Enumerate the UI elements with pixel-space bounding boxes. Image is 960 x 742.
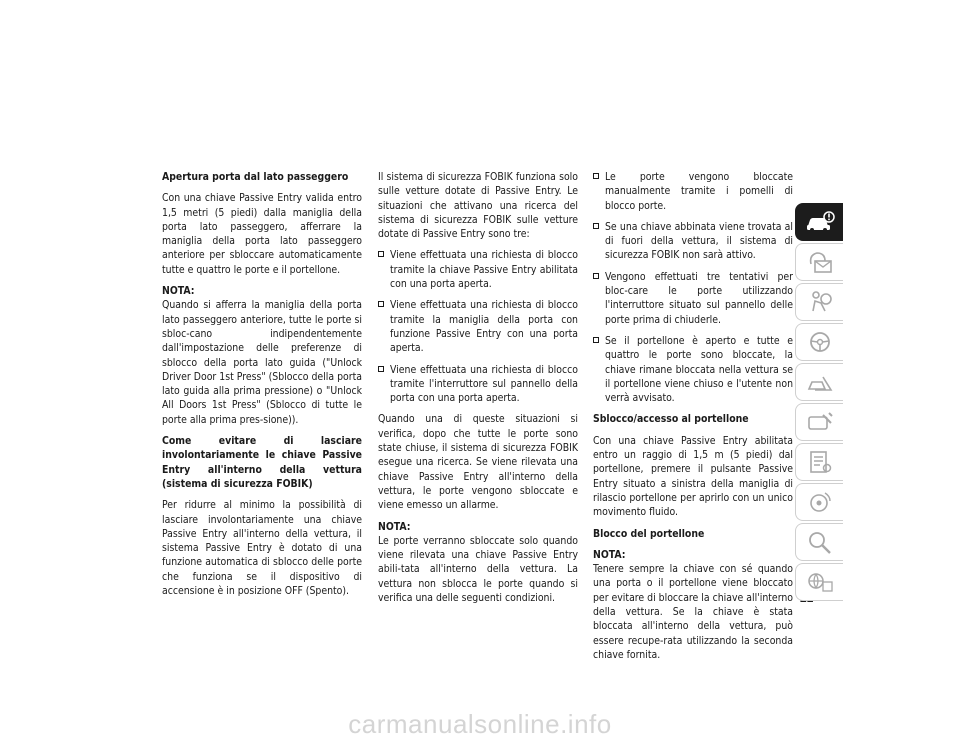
column-3 [593,170,793,669]
list-item [593,334,793,405]
note [593,548,793,662]
steering-wheel-icon [805,329,835,355]
specifications-icon [805,449,835,475]
column-2 [378,170,578,612]
paragraph: Il sistema di sicurezza FOBIK funziona solo sulle vetture dotate di Passive Entry. Le situazioni che attivano una ricerca del sistema di sicurezza FOBIK sulle vetture dotate di Passive Entry sono tre: [378,171,578,241]
note-text: Tenere sempre la chiave con sé quando una porta o il portellone viene bloccato per evitare di bloccare la chiave all'interno della vettura. Se la chiave è stata bloccata all'interno della vettura, può essere recupe-rata utilizzando la seconda chiave fornita. [593,563,793,661]
checkbox-bullet-icon [593,337,599,343]
messages-icon [805,249,835,275]
list-item [378,248,578,291]
checkbox-bullet-icon [378,301,384,307]
heading-liftgate-lock: Blocco del portellone [593,527,705,540]
languages-icon [805,569,835,595]
tab-emergency[interactable] [795,363,843,401]
list-item-text: Le porte vengono bloccate manualmente tramite i pomelli di blocco porte. [605,171,793,212]
list-item [593,220,793,263]
list-item [378,363,578,406]
list-item-text: Se una chiave abbinata viene trovata al di fuori della vettura, il sistema di sicurezza FOBIK non sarà attivo. [605,220,793,262]
note [378,520,578,606]
chapter-tabs [795,203,843,603]
list-item [378,298,578,355]
tab-messages[interactable] [795,243,843,281]
tab-specifications[interactable] [795,443,843,481]
note-text: Le porte verranno sbloccate solo quando viene rilevata una chiave Passive Entry abili-tata all'interno della vettura. La vettura non sblocca le porte quando si verifica una delle seguenti condizioni. [378,534,578,605]
tab-driving[interactable] [795,323,843,361]
checkbox-bullet-icon [593,223,599,229]
note [162,284,362,427]
paragraph: Con una chiave Passive Entry valida entro 1,5 metri (5 piedi) dalla maniglia della porta lato passeggero, afferrare la maniglia della porta lato passeggero anteriore per sbloccare automaticamente tutte e quattro le porte e il portellone. [162,192,362,276]
checkbox-bullet-icon [378,366,384,372]
index-search-icon [805,529,835,555]
heading-liftgate-unlock: Sblocco/accesso al portellone [593,413,749,426]
watermark: carmanualsonline.info [348,708,612,739]
list-item-text: Se il portellone è aperto e tutte e quattro le porte sono bloccate, la chiave rimane bloccata nella vettura se il portellone viene chiuso e l'utente non verrà avvisato. [605,334,793,405]
tab-index[interactable] [795,523,843,561]
paragraph: Per ridurre al minimo la possibilità di lasciare involontariamente una chiave Passive Entry all'interno della vettura, il sistema Passive Entry è dotato di una funzione automatica di sblocco delle porte che funziona se il dispositivo di accensione è in posizione OFF (Spento). [162,499,362,598]
list-item-text: Viene effettuata una richiesta di blocco tramite la maniglia della porta con funzione Passive Entry con una porta aperta. [390,299,578,355]
list-item-text: Viene effettuata una richiesta di blocco tramite l'interruttore sul pannello della porta con una porta aperta. [390,363,578,405]
checkbox-bullet-icon [378,251,384,257]
tab-service[interactable] [795,403,843,441]
note-label: NOTA: [593,548,626,561]
heading-fobik: Come evitare di lasciare involontariamente le chiave Passive Entry all'interno della vettura (sistema di sicurezza FOBIK) [162,435,362,490]
list-item [593,270,793,327]
multimedia-icon [805,489,835,515]
note-text: Quando si afferra la maniglia della porta lato passeggero anteriore, tutte le porte si sbloc-cano indipendentemente dall'impostazione delle preferenze di sblocco della porta lato guida ("Unlock Driver Door 1st Press" (Sblocco della porta lato guida alla prima pressione) o "Unlock All Doors 1st Press" (Sblocco di tutte le porte alla prima pres-sione)). [162,299,362,426]
note-label: NOTA: [378,520,411,533]
note-label: NOTA: [162,285,195,298]
tab-multimedia[interactable] [795,483,843,521]
emergency-icon [805,369,835,395]
tab-safety[interactable] [795,283,843,321]
paragraph: Con una chiave Passive Entry abilitata entro un raggio di 1,5 m (5 piedi) dal portellone, premere il pulsante Passive Entry situato a sinistra della maniglia di rilascio portellone per aprirlo con un unico movimento fluido. [593,434,793,519]
airbag-icon [805,289,835,315]
column-1 [162,170,362,605]
tab-car-info[interactable] [795,203,843,241]
list-item-text: Vengono effettuati tre tentativi per bloc-care le porte utilizzando l'interruttore situato sul pannello delle porte prima di chiuderle. [605,270,793,326]
list-item-text: Viene effettuata una richiesta di blocco tramite la chiave Passive Entry abilitata con una porta aperta. [390,249,578,291]
car-info-icon [805,210,835,234]
paragraph: Quando una di queste situazioni si verifica, dopo che tutte le porte sono state chiuse, il sistema di sicurezza FOBIK esegue una ricerca. Se viene rilevata una chiave Passive Entry all'interno della vettura, le porte vengono sbloccate e viene emesso un allarme. [378,413,578,512]
checkbox-bullet-icon [593,173,599,179]
service-icon [805,409,835,435]
tab-languages[interactable] [795,563,843,601]
heading-passenger-door: Apertura porta dal lato passeggero [162,171,349,183]
list-item [593,170,793,213]
checkbox-bullet-icon [593,273,599,279]
